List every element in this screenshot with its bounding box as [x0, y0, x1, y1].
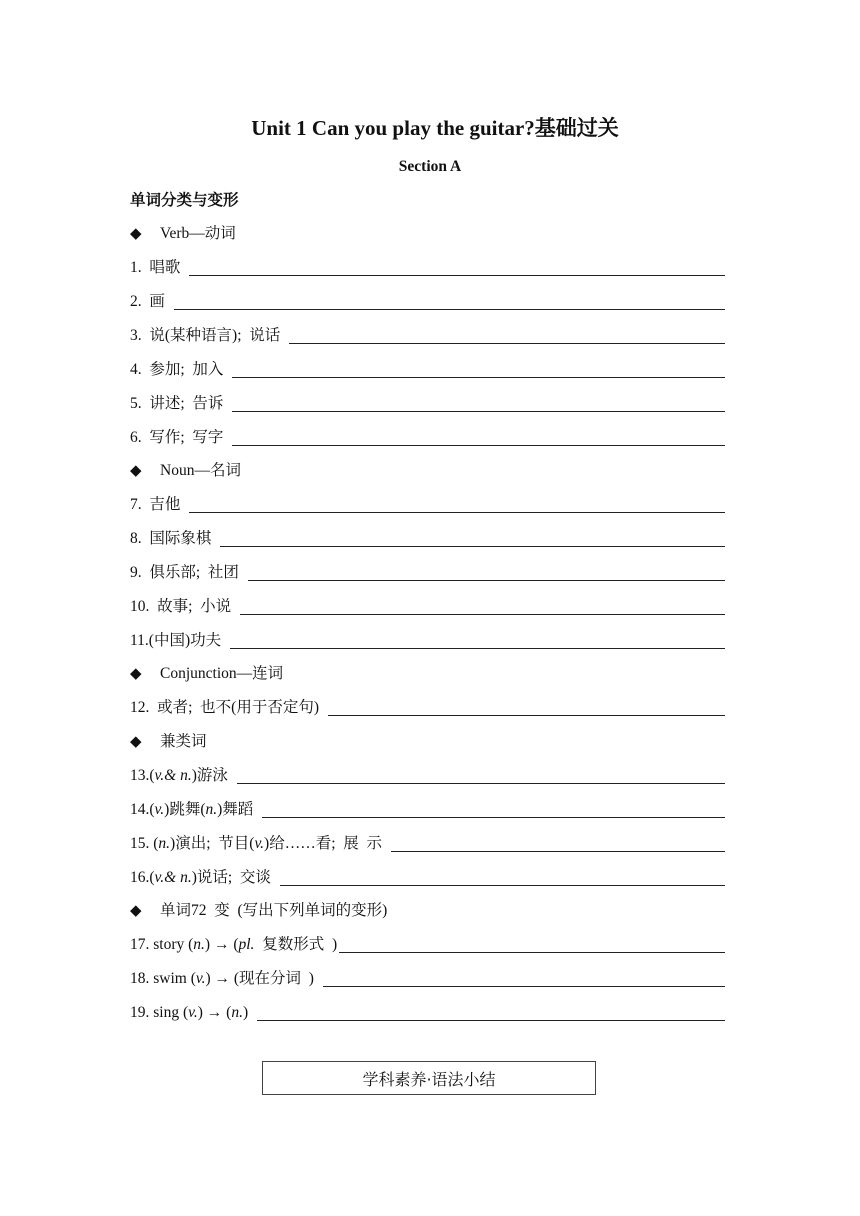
answer-blank[interactable]	[232, 359, 725, 378]
answer-blank[interactable]	[189, 257, 725, 276]
category-label: 兼类词	[160, 733, 207, 750]
item-label: 1. 唱歌	[130, 259, 181, 276]
category-label: 单词72 变 (写出下列单词的变形)	[160, 902, 388, 919]
vocab-item-18	[130, 966, 725, 990]
item-label: 2. 画	[130, 293, 165, 310]
vocab-item-4	[130, 357, 725, 381]
item-label: 18. swim (v.) → (现在分词 )	[130, 970, 314, 987]
item-label: 10. 故事; 小说	[130, 598, 232, 615]
answer-blank[interactable]	[257, 1002, 725, 1021]
vocab-item-11	[130, 628, 725, 652]
vocab-item-3	[130, 323, 725, 347]
item-label: 4. 参加; 加入	[130, 361, 224, 378]
grammar-summary-box: 学科素养·语法小结	[262, 1061, 596, 1095]
vocab-item-5	[130, 391, 725, 415]
item-label: 7. 吉他	[130, 496, 181, 513]
vocab-item-16	[130, 865, 725, 889]
vocab-item-2	[130, 289, 725, 313]
answer-blank[interactable]	[232, 427, 725, 446]
answer-blank[interactable]	[391, 833, 725, 852]
answer-blank[interactable]	[174, 291, 725, 310]
item-label: 5. 讲述; 告诉	[130, 395, 224, 412]
vocab-item-13	[130, 763, 725, 787]
vocab-item-15	[130, 831, 725, 855]
answer-blank[interactable]	[240, 596, 725, 615]
vocab-item-8	[130, 526, 725, 550]
answer-blank[interactable]	[323, 968, 725, 987]
answer-blank[interactable]	[189, 494, 725, 513]
vocab-item-6	[130, 425, 725, 449]
item-label: 3. 说(某种语言); 说话	[130, 327, 281, 344]
diamond-bullet-icon: ◆	[130, 734, 142, 750]
category-label: Noun—名词	[160, 462, 241, 479]
item-label: 8. 国际象棋	[130, 530, 212, 547]
diamond-bullet-icon: ◆	[130, 666, 142, 682]
answer-blank[interactable]	[289, 325, 725, 344]
item-label: 16.(v.& n.)说话; 交谈	[130, 869, 271, 886]
category-label: Conjunction—连词	[160, 665, 284, 682]
answer-blank[interactable]	[280, 867, 725, 886]
vocab-item-17	[130, 932, 725, 956]
category-label: Verb—动词	[160, 225, 236, 242]
answer-blank[interactable]	[230, 630, 725, 649]
item-label: 17. story (n.) → (pl. 复数形式 )	[130, 936, 338, 953]
item-label: 14.(v.)跳舞(n.)舞蹈	[130, 801, 254, 818]
item-label: 13.(v.& n.)游泳	[130, 767, 228, 784]
vocab-heading: 单词分类与变形	[130, 191, 239, 209]
answer-blank[interactable]	[248, 562, 725, 581]
category-verb	[130, 221, 725, 245]
vocab-item-1	[130, 255, 725, 279]
category-noun	[130, 458, 725, 482]
answer-blank[interactable]	[237, 765, 725, 784]
item-label: 6. 写作; 写字	[130, 429, 224, 446]
page-title: Unit 1 Can you play the guitar?基础过关	[251, 116, 619, 140]
vocab-item-7	[130, 492, 725, 516]
category-conjunction	[130, 661, 725, 685]
vocab-item-14	[130, 797, 725, 821]
item-label: 11.(中国)功夫	[130, 632, 222, 649]
item-label: 19. sing (v.) → (n.)	[130, 1004, 249, 1021]
vocab-item-19	[130, 1000, 725, 1024]
answer-blank[interactable]	[339, 934, 725, 953]
item-label: 12. 或者; 也不(用于否定句)	[130, 699, 320, 716]
diamond-bullet-icon: ◆	[130, 903, 142, 919]
vocab-item-9	[130, 560, 725, 584]
diamond-bullet-icon: ◆	[130, 226, 142, 242]
item-label: 9. 俱乐部; 社团	[130, 564, 239, 581]
answer-blank[interactable]	[220, 528, 725, 547]
item-label: 15. (n.)演出; 节目(v.)给……看; 展 示	[130, 835, 383, 852]
category-word-forms	[130, 898, 725, 922]
answer-blank[interactable]	[262, 799, 725, 818]
section-title: Section A	[398, 158, 462, 175]
vocab-item-12	[130, 695, 725, 719]
answer-blank[interactable]	[232, 393, 725, 412]
vocab-item-10	[130, 594, 725, 618]
answer-blank[interactable]	[328, 697, 725, 716]
category-multi-class	[130, 729, 725, 753]
diamond-bullet-icon: ◆	[130, 463, 142, 479]
